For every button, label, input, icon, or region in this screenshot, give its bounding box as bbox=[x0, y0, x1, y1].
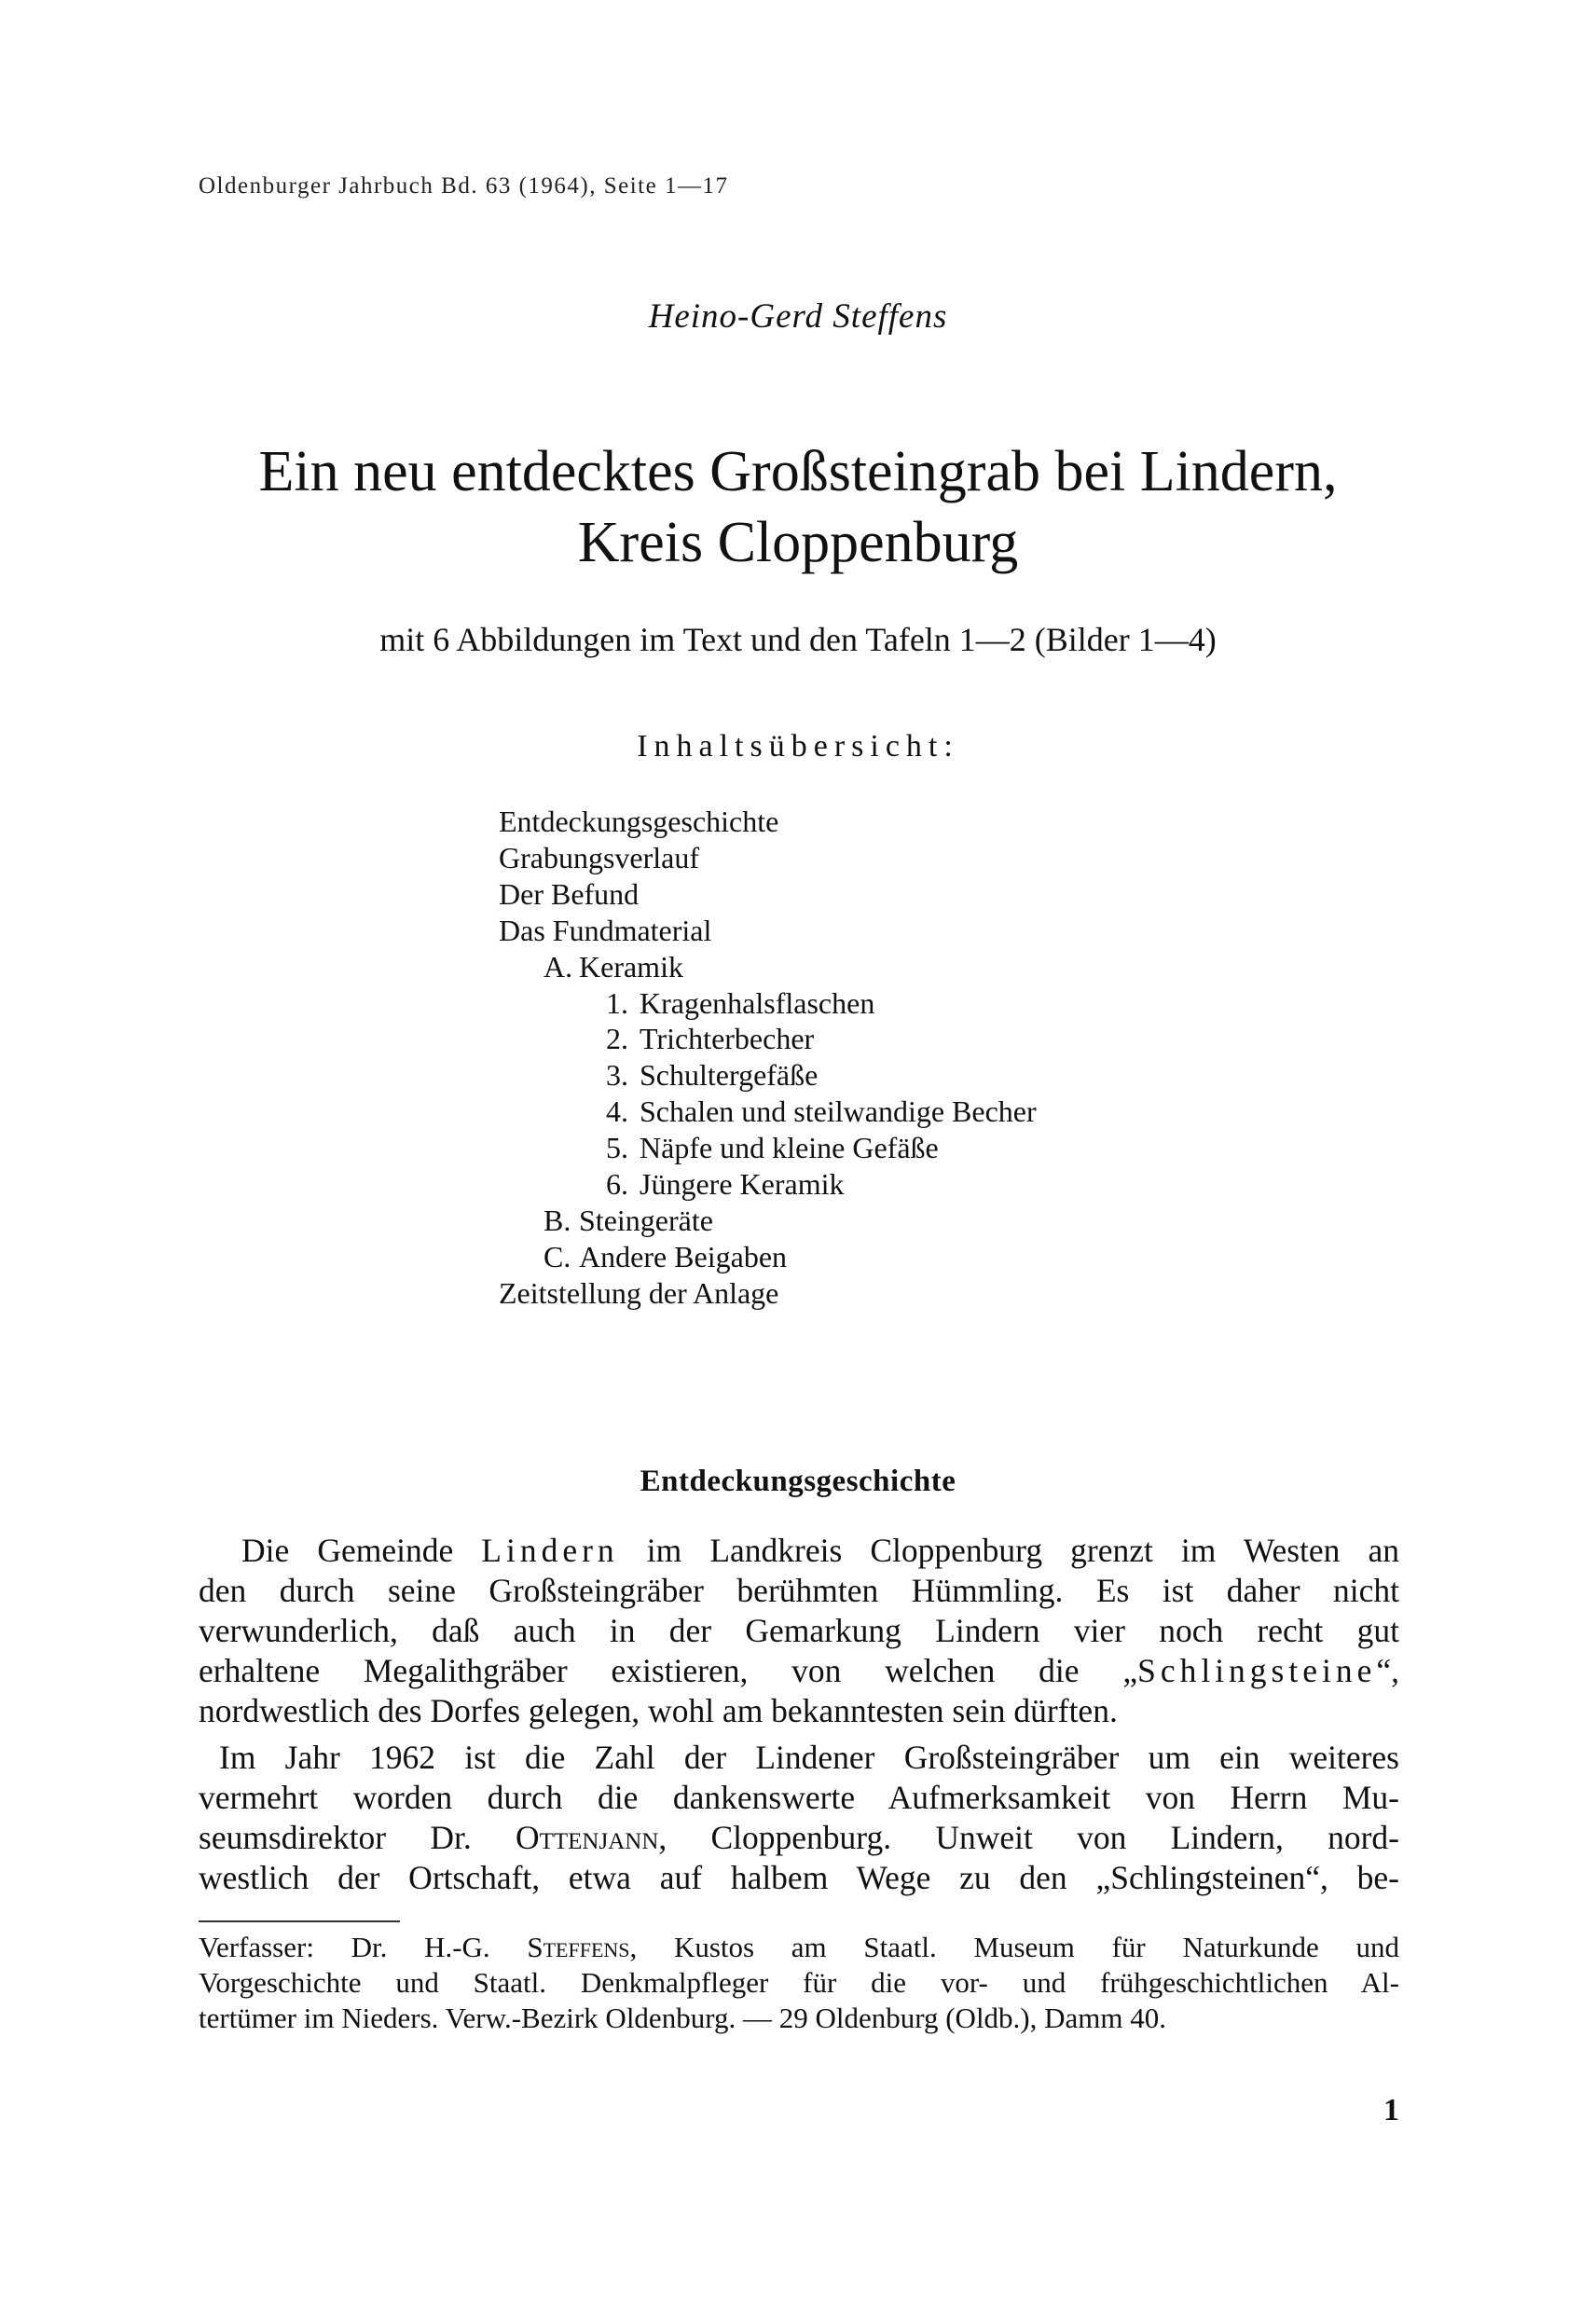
text-run: im Landkreis Cloppenburg grenzt im Westen an bbox=[618, 1532, 1400, 1569]
toc-item-marker: 4. bbox=[606, 1094, 628, 1129]
toc-item-marker: 6. bbox=[606, 1167, 628, 1202]
table-of-contents bbox=[499, 804, 1037, 1312]
footnote-line: tertümer im Nieders. Verw.-Bezirk Oldenburg. — 29 Oldenburg (Oldb.), Damm 40. bbox=[199, 2002, 1167, 2034]
toc-item bbox=[499, 1203, 1037, 1239]
toc-item-text: Andere Beigaben bbox=[579, 1239, 788, 1273]
toc-item-text: Entdeckungsgeschichte bbox=[499, 805, 779, 838]
toc-item bbox=[499, 1166, 1037, 1203]
body-line: vermehrt worden durch die dankenswerte Aufmerksamkeit von Herrn Mu- bbox=[199, 1779, 1399, 1816]
article-title bbox=[0, 436, 1596, 578]
section-heading: Entdeckungsgeschichte bbox=[640, 1465, 956, 1498]
author-name: Heino-Gerd Steffens bbox=[648, 297, 948, 336]
toc-item bbox=[499, 949, 1037, 985]
toc-item-marker: C. bbox=[543, 1239, 571, 1273]
toc-item-text: Kragenhalsflaschen bbox=[640, 985, 875, 1020]
toc-item bbox=[499, 913, 1037, 949]
spaced-place-name: Lindern bbox=[481, 1532, 619, 1569]
person-name-smallcaps: Steffens bbox=[527, 1931, 630, 1963]
text-run: Verfasser: Dr. H.-G. bbox=[199, 1931, 528, 1963]
toc-item-text: Schalen und steilwandige Becher bbox=[640, 1094, 1037, 1129]
toc-item-text: Näpfe und kleine Gefäße bbox=[640, 1131, 939, 1165]
text-run: seumsdirektor Dr. bbox=[199, 1819, 516, 1856]
toc-item-marker: 1. bbox=[606, 985, 628, 1020]
person-name-smallcaps: Ottenjann bbox=[515, 1819, 659, 1856]
toc-item bbox=[499, 1130, 1037, 1166]
body-line bbox=[199, 1651, 1399, 1691]
title-line-2: Kreis Cloppenburg bbox=[577, 511, 1019, 574]
toc-item-marker: B. bbox=[543, 1203, 571, 1237]
running-head: Oldenburger Jahrbuch Bd. 63 (1964), Seite 1—17 bbox=[199, 173, 729, 199]
toc-item bbox=[499, 876, 1037, 913]
toc-item bbox=[499, 1021, 1037, 1057]
body-line bbox=[199, 1531, 1399, 1571]
text-run: , Kustos am Staatl. Museum für Naturkunde und bbox=[629, 1931, 1399, 1963]
toc-item-marker: 2. bbox=[606, 1022, 628, 1056]
toc-item bbox=[499, 1057, 1037, 1094]
body-line: Im Jahr 1962 ist die Zahl der Lindener Großsteingräber um ein weiteres bbox=[219, 1739, 1399, 1776]
body-line: nordwestlich des Dorfes gelegen, wohl am bekanntesten sein dürften. bbox=[199, 1692, 1118, 1729]
spaced-place-name: Schlingsteine bbox=[1137, 1652, 1377, 1689]
text-run: Die Gemeinde bbox=[241, 1532, 482, 1569]
text-run: , Cloppenburg. Unweit von Lindern, nord- bbox=[658, 1819, 1399, 1856]
footnote-line bbox=[199, 1930, 1399, 1965]
toc-item-marker: 5. bbox=[606, 1131, 628, 1165]
title-line-1: Ein neu entdecktes Großsteingrab bei Lindern, bbox=[258, 440, 1338, 503]
toc-item-text: Schultergefäße bbox=[640, 1058, 819, 1093]
toc-item bbox=[499, 840, 1037, 876]
toc-item-text: Jüngere Keramik bbox=[640, 1167, 845, 1202]
body-line: westlich der Ortschaft, etwa auf halbem Wege zu den „Schlingsteinen“, be- bbox=[199, 1859, 1399, 1896]
toc-item bbox=[499, 1239, 1037, 1275]
toc-item-text: Trichterbecher bbox=[640, 1022, 815, 1056]
toc-item bbox=[499, 1275, 1037, 1312]
toc-item-marker: A. bbox=[543, 949, 573, 984]
toc-item bbox=[499, 1094, 1037, 1130]
toc-item-text: Zeitstellung der Anlage bbox=[499, 1275, 779, 1310]
toc-item-marker: 3. bbox=[606, 1058, 628, 1093]
toc-item bbox=[499, 804, 1037, 840]
toc-heading: Inhaltsübersicht: bbox=[637, 729, 959, 764]
toc-item-text: Grabungsverlauf bbox=[499, 840, 700, 874]
toc-item-text: Das Fundmaterial bbox=[499, 913, 712, 947]
article-subtitle: mit 6 Abbildungen im Text und den Tafeln 1—2 (Bilder 1—4) bbox=[379, 621, 1217, 658]
toc-item bbox=[499, 985, 1037, 1022]
toc-item-text: Keramik bbox=[579, 949, 683, 984]
footnote-line: Vorgeschichte und Staatl. Denkmalpfleger für die vor- und frühgeschichtlichen Al- bbox=[199, 1966, 1399, 1999]
text-run: erhaltene Megalithgräber existieren, von welchen die „ bbox=[199, 1652, 1138, 1689]
body-line: verwunderlich, daß auch in der Gemarkung Lindern vier noch recht gut bbox=[199, 1612, 1399, 1649]
toc-item-text: Steingeräte bbox=[579, 1203, 713, 1237]
footnote-rule bbox=[199, 1920, 400, 1922]
body-line: den durch seine Großsteingräber berühmten Hümmling. Es ist daher nicht bbox=[199, 1572, 1399, 1609]
text-run: “, bbox=[1376, 1652, 1399, 1689]
body-line bbox=[199, 1818, 1399, 1858]
toc-item-text: Der Befund bbox=[499, 876, 640, 911]
page-number: 1 bbox=[1383, 2093, 1399, 2127]
